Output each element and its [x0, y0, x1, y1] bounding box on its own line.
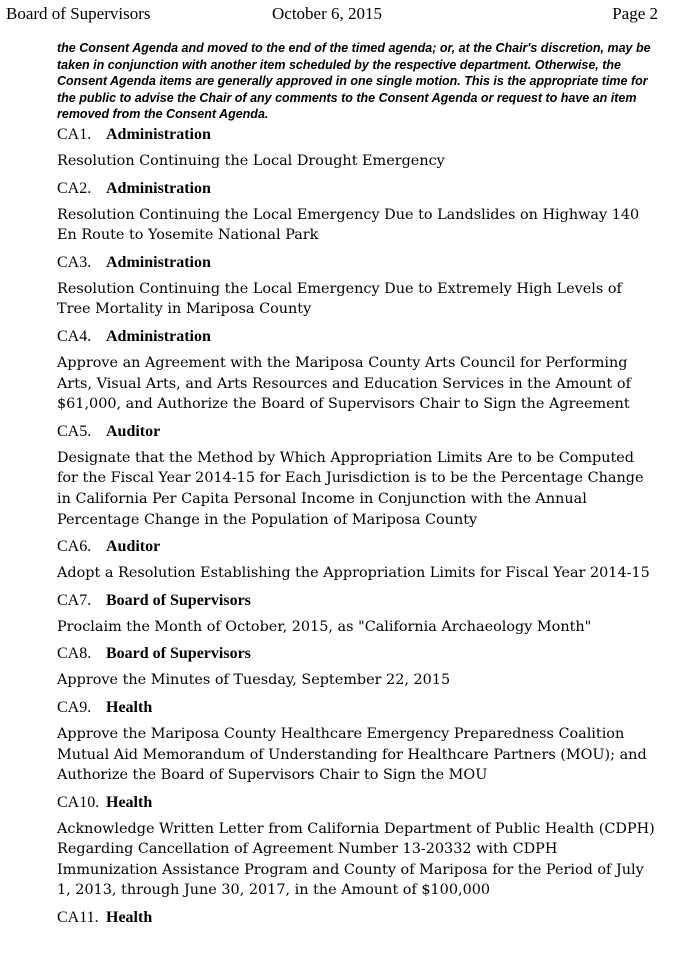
agenda-item — [57, 253, 657, 320]
agenda-item-description: Resolution Continuing the Local Emergency Due to Landslides on Highway 140 En Route to Yosemite National Park — [57, 206, 640, 244]
agenda-item-department: Auditor — [106, 538, 161, 556]
agenda-item-heading — [57, 908, 657, 928]
consent-agenda-list — [57, 125, 657, 934]
agenda-item-description: Proclaim the Month of October, 2015, as "California Archaeology Month" — [57, 618, 592, 635]
agenda-item-heading — [57, 793, 657, 813]
agenda-item-heading — [57, 422, 657, 442]
agenda-item-description: Approve the Mariposa County Healthcare Emergency Preparedness Coalition Mutual Aid Memorandum of Understanding for Healthcare Partners (MOU); and Authorize the Board of Supervisors Chair to Sign the MOU — [57, 725, 647, 784]
agenda-item — [57, 698, 657, 786]
agenda-item — [57, 591, 657, 638]
agenda-item — [57, 327, 657, 415]
agenda-item-description: Acknowledge Written Letter from California Department of Public Health (CDPH) Regarding Cancellation of Agreement Number 13-20332 with CDPH Immunization Assistance Program and County of Mariposa for the Period of July 1, 2013, through June 30, 2017, in the Amount of $100,000 — [57, 820, 655, 899]
agenda-item-heading — [57, 253, 657, 273]
consent-agenda-intro: the Consent Agenda and moved to the end of the timed agenda; or, at the Chair's discretion, may be taken in conjunction with another item scheduled by the respective department. Otherwise, the Consent Agenda items are generally approved in one single motion. This is the appropriate time for the public to advise the Chair of any comments to the Consent Agenda or request to have an item removed from the Consent Agenda. — [57, 41, 651, 121]
agenda-item-department: Board of Supervisors — [106, 645, 251, 663]
agenda-item-description: Resolution Continuing the Local Drought Emergency — [57, 153, 445, 169]
agenda-item-description: Resolution Continuing the Local Emergency Due to Extremely High Levels of Tree Mortality in Mariposa County — [57, 280, 622, 318]
agenda-item — [57, 644, 657, 691]
agenda-item-department: Administration — [106, 253, 211, 271]
agenda-item-number: CA7. — [57, 591, 92, 609]
agenda-item — [57, 793, 657, 901]
agenda-item-heading — [57, 125, 657, 145]
agenda-item-department: Health — [106, 793, 153, 811]
agenda-item-description: Designate that the Method by Which Appropriation Limits Are to be Computed for the Fiscal Year 2014-15 for Each Jurisdiction is to be the Percentage Change in California Per Capita Personal Income in Conjunction with the Annual Percentage Change in the Population of Mariposa County — [57, 449, 644, 528]
agenda-item-department: Health — [106, 909, 153, 927]
header-date: October 6, 2015 — [272, 4, 383, 23]
header-board-name: Board of Supervisors — [6, 4, 151, 23]
agenda-item-department: Administration — [106, 327, 211, 345]
header-page-number: Page 2 — [612, 4, 658, 23]
agenda-item-heading — [57, 644, 657, 664]
agenda-item — [57, 422, 657, 530]
agenda-item-number: CA9. — [57, 698, 92, 716]
page-header — [0, 4, 680, 26]
agenda-item-heading — [57, 327, 657, 347]
agenda-item-number: CA8. — [57, 645, 92, 663]
agenda-item-number: CA5. — [57, 422, 92, 440]
agenda-item-number: CA2. — [57, 179, 92, 197]
agenda-item — [57, 537, 657, 584]
agenda-item-department: Auditor — [106, 422, 161, 440]
agenda-item-number: CA1. — [57, 126, 92, 143]
agenda-item-description: Adopt a Resolution Establishing the Appropriation Limits for Fiscal Year 2014-15 — [57, 565, 650, 582]
agenda-item — [57, 179, 657, 246]
agenda-item-description: Approve an Agreement with the Mariposa County Arts Council for Performing Arts, Visual Arts, and Arts Resources and Education Services in the Amount of $61,000, and Authorize the Board of Supervisors Chair to Sign the Agreement — [57, 354, 631, 413]
agenda-item-department: Administration — [106, 179, 211, 197]
agenda-item — [57, 125, 657, 172]
agenda-item-description: Approve the Minutes of Tuesday, September 22, 2015 — [57, 672, 451, 689]
agenda-item-number: CA11. — [57, 909, 99, 927]
agenda-item-heading — [57, 179, 657, 199]
agenda-item-number: CA4. — [57, 327, 92, 345]
agenda-item-department: Board of Supervisors — [106, 591, 251, 609]
agenda-item-heading — [57, 537, 657, 557]
agenda-item-number: CA6. — [57, 538, 92, 556]
agenda-item — [57, 908, 657, 928]
agenda-item-heading — [57, 591, 657, 611]
agenda-item-department: Health — [106, 698, 153, 716]
agenda-item-department: Administration — [106, 126, 211, 143]
agenda-item-number: CA3. — [57, 253, 92, 271]
agenda-item-number: CA10. — [57, 793, 100, 811]
agenda-item-heading — [57, 698, 657, 718]
